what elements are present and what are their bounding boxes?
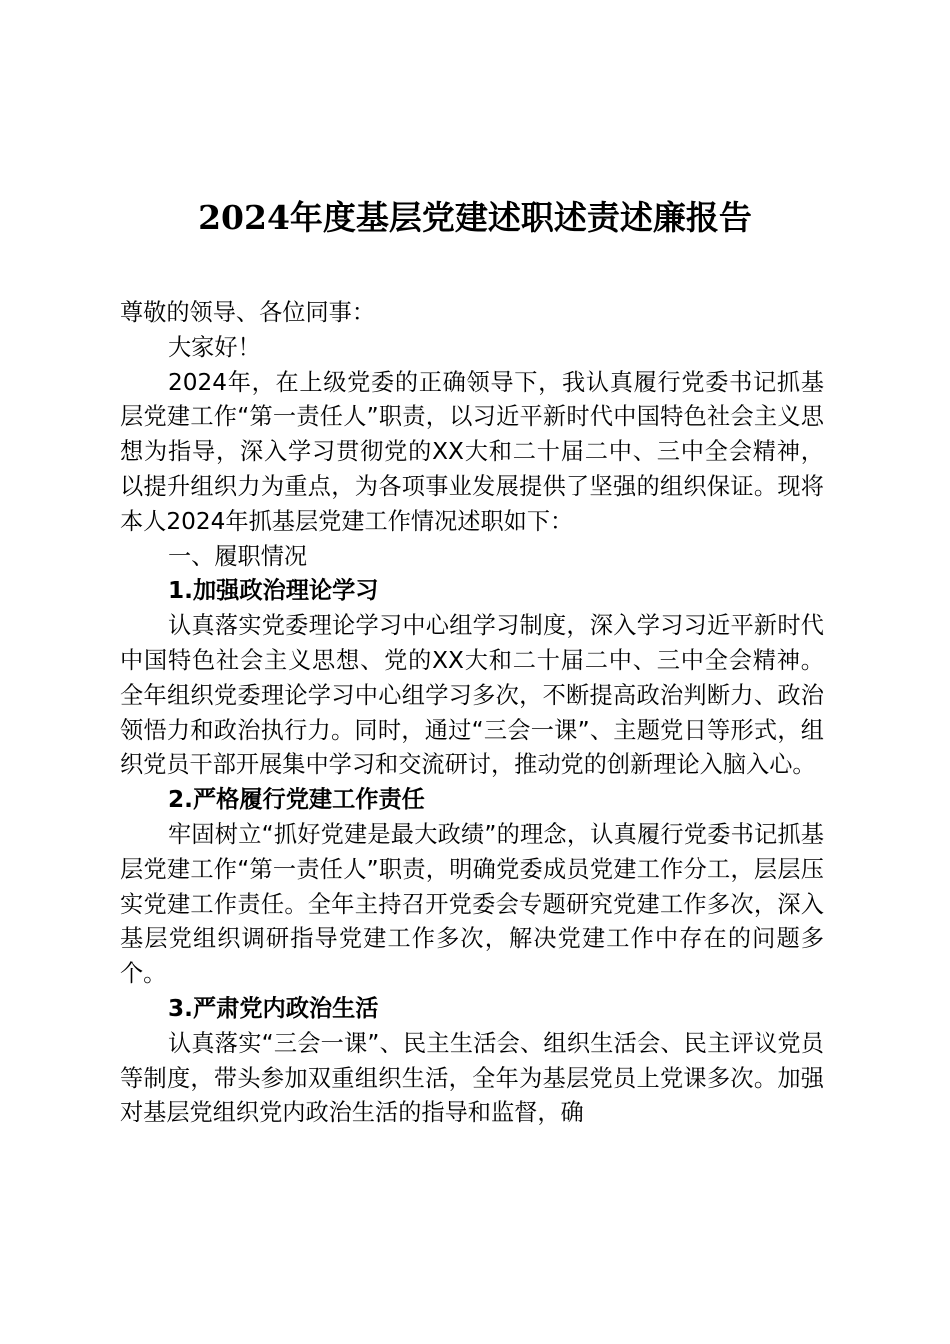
document-title: 2024年度基层党建述职述责述廉报告	[198, 198, 752, 237]
subsection-heading: 1.加强政治理论学习	[168, 577, 379, 605]
greeting: 大家好！	[168, 333, 261, 361]
intro-paragraph: 2024年，在上级党委的正确领导下，我认真履行党委书记抓基层党建工作“第一责任人”职责，以习近平新时代中国特色社会主义思想为指导，深入学习贯彻党的XX大和二十届二中、三中全会精神，以提升组织力为重点，为各项事业发展提供了坚强的组织保证。现将本人2024年抓基层党建工作情况述职如下：	[120, 368, 824, 535]
document-body	[120, 296, 824, 1131]
paragraph: 认真落实“三会一课”、民主生活会、组织生活会、民主评议党员等制度，带头参加双重组织生活，全年为基层党员上党课多次。加强对基层党组织党内政治生活的指导和监督，确	[120, 1029, 824, 1127]
section-heading: 一、履职情况	[168, 542, 308, 570]
subsection-heading: 2.严格履行党建工作责任	[168, 786, 425, 814]
paragraph: 牢固树立“抓好党建是最大政绩”的理念，认真履行党委书记抓基层党建工作“第一责任人”职责，明确党委成员党建工作分工，层层压实党建工作责任。全年主持召开党委会专题研究党建工作多次，深入基层党组织调研指导党建工作多次，解决党建工作中存在的问题多个。	[120, 820, 824, 988]
paragraph: 认真落实党委理论学习中心组学习制度，深入学习习近平新时代中国特色社会主义思想、党的XX大和二十届二中、三中全会精神。全年组织党委理论学习中心组学习多次，不断提高政治判断力、政治领悟力和政治执行力。同时，通过“三会一课”、主题党日等形式，组织党员干部开展集中学习和交流研讨，推动党的创新理论入脑入心。	[120, 612, 824, 779]
subsection-heading: 3.严肃党内政治生活	[168, 994, 379, 1022]
salutation: 尊敬的领导、各位同事：	[120, 299, 376, 326]
